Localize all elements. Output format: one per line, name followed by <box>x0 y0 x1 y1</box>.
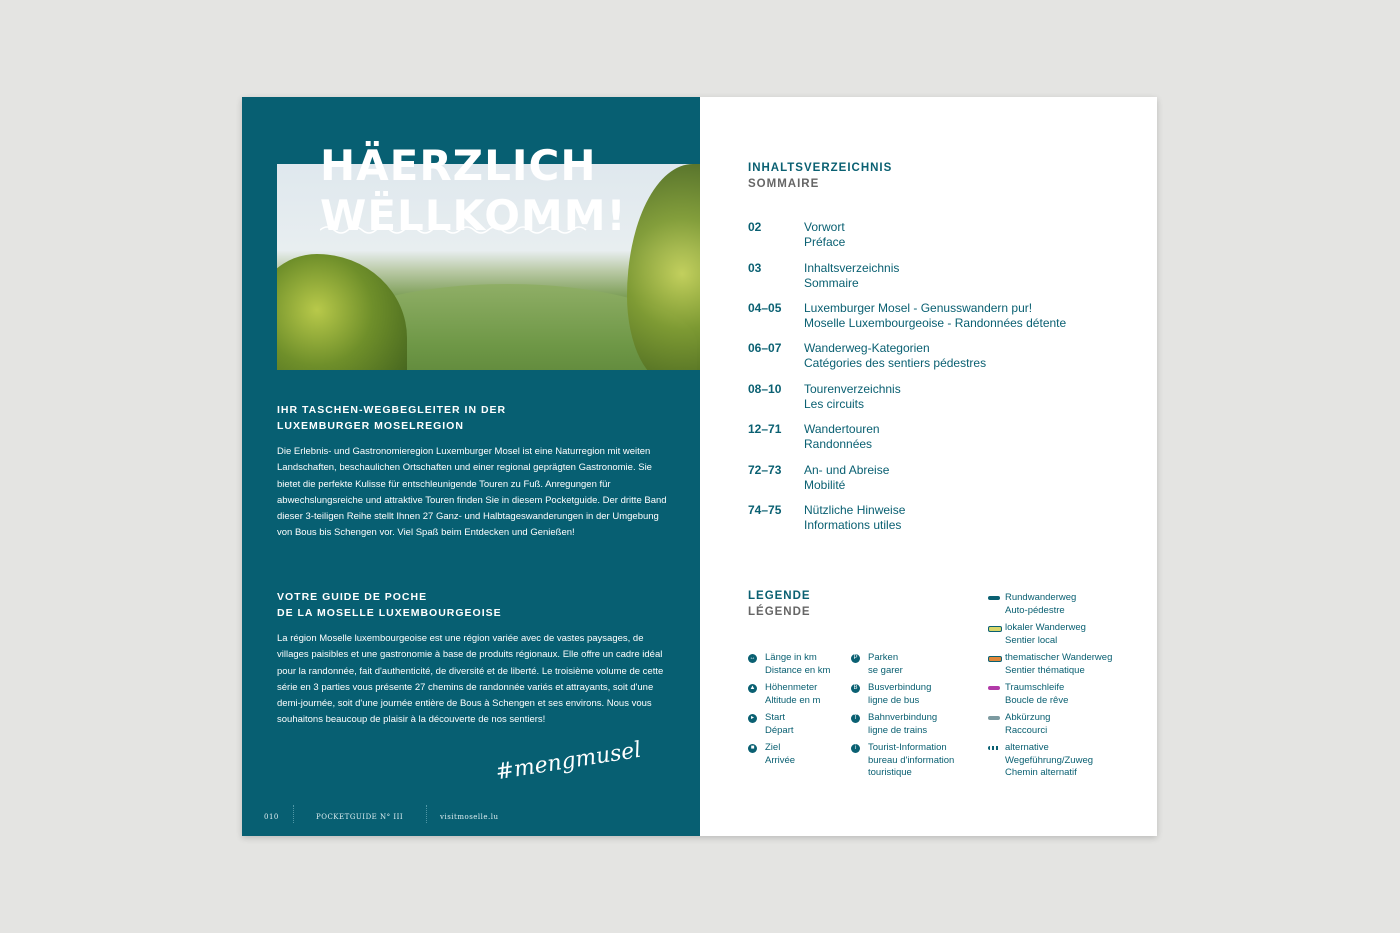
wave-underline <box>320 224 590 236</box>
toc-title-fr: Moselle Luxembourgeoise - Randonnées détente <box>804 316 1067 330</box>
toc-page-number: 03 <box>748 261 762 275</box>
mountain-icon: ▲ <box>749 685 756 691</box>
legend-label-fr: Boucle de rêve <box>1005 694 1069 706</box>
fr-heading-line-1: VOTRE GUIDE DE POCHE <box>277 591 428 603</box>
bus-icon: B <box>851 684 860 693</box>
legend-label-fr: Sentier local <box>1005 634 1058 646</box>
de-heading <box>277 402 506 434</box>
toc-heading-de: INHALTSVERZEICHNIS <box>748 162 893 174</box>
info-icon: i <box>851 744 860 753</box>
toc-title-fr: Randonnées <box>804 437 873 451</box>
legend-label-fr: se garer <box>868 664 903 676</box>
legend-label-de: Start <box>765 712 786 723</box>
legend-label-fr: Distance en km <box>765 664 831 676</box>
footer-divider <box>426 805 427 823</box>
legend-label-fr: ligne de trains <box>868 724 928 736</box>
brochure-spread <box>242 97 1157 836</box>
toc-title-de: Nützliche Hinweise <box>804 503 906 517</box>
legend-label-fr: Raccourci <box>1005 724 1048 736</box>
vines-left-shape <box>277 254 407 370</box>
toc-heading-fr: SOMMAIRE <box>748 178 820 190</box>
route-line-icon <box>988 716 1000 720</box>
legend-label-fr: touristique <box>868 767 912 778</box>
left-page <box>242 97 700 836</box>
toc-page-number: 72–73 <box>748 463 782 477</box>
right-page <box>700 97 1157 836</box>
toc-title-fr: Les circuits <box>804 397 865 411</box>
legend-heading <box>748 588 811 620</box>
legend-label-fr: Arrivée <box>765 754 796 766</box>
legend-label-de: Abkürzung <box>1005 712 1051 723</box>
legend-label-de: Höhenmeter <box>765 682 818 693</box>
legend-heading-fr: LÉGENDE <box>748 606 811 618</box>
vines-right-shape <box>627 164 700 370</box>
toc-title-de: Wandertouren <box>804 422 880 436</box>
toc-page-number: 06–07 <box>748 341 782 355</box>
train-icon: T <box>851 714 860 723</box>
dotted-route-line-icon <box>988 746 1000 750</box>
fr-heading <box>277 589 502 621</box>
legend-label-de: Tourist-Information <box>868 742 947 753</box>
legend-label-de: Parken <box>868 652 899 663</box>
title-line-1: HÄERZLICH <box>320 141 597 190</box>
legend-label-de: alternative <box>1005 742 1049 753</box>
legend-label-de: Traumschleife <box>1005 682 1065 693</box>
legend-label-fr: Altitude en m <box>765 694 821 706</box>
fr-heading-line-2: DE LA MOSELLE LUXEMBOURGEOISE <box>277 607 502 619</box>
toc-title-de: Wanderweg-Kategorien <box>804 341 930 355</box>
de-heading-line-2: LUXEMBURGER MOSELREGION <box>277 420 464 432</box>
toc-title-fr: Sommaire <box>804 276 859 290</box>
legend-label-de: Wegeführung/Zuweg <box>1005 754 1094 766</box>
toc-title-de: Tourenverzeichnis <box>804 382 901 396</box>
title-line-2: WËLLKOMM! <box>320 191 627 240</box>
route-line-icon <box>988 626 1002 632</box>
toc-title-fr: Préface <box>804 235 846 249</box>
legend-label-de: thematischer Wanderweg <box>1005 652 1113 663</box>
footer-url[interactable]: visitmoselle.lu <box>440 813 499 821</box>
parking-icon: P <box>851 654 860 663</box>
legend-label-fr: Sentier thématique <box>1005 664 1085 676</box>
toc-heading <box>748 160 892 192</box>
de-heading-line-1: IHR TASCHEN-WEGBEGLEITER IN DER <box>277 404 507 416</box>
toc-page-number: 08–10 <box>748 382 782 396</box>
legend-label-fr: bureau d'information <box>868 754 955 766</box>
finish-flag-icon: ■ <box>748 744 757 753</box>
start-flag-icon: ▸ <box>748 714 757 723</box>
legend-heading-de: LEGENDE <box>748 590 811 602</box>
footer-divider <box>293 805 294 823</box>
ruler-icon: ↔ <box>749 655 756 661</box>
hashtag: #mengmusel <box>493 737 644 786</box>
toc-page-number: 02 <box>748 220 762 234</box>
legend-label-de: lokaler Wanderweg <box>1005 622 1086 633</box>
legend-label-fr: Départ <box>765 724 794 736</box>
toc-title-fr: Informations utiles <box>804 518 902 532</box>
page-number: 010 <box>264 813 279 821</box>
toc-page-number: 74–75 <box>748 503 782 517</box>
toc-title-de: Luxemburger Mosel - Genusswandern pur! <box>804 301 1033 315</box>
legend-label-de: Rundwanderweg <box>1005 592 1077 603</box>
legend-label-de: Bahnverbindung <box>868 712 938 723</box>
toc-page-number: 04–05 <box>748 301 782 315</box>
toc-title-fr: Catégories des sentiers pédestres <box>804 356 987 370</box>
toc-page-number: 12–71 <box>748 422 782 436</box>
toc-title-de: Inhaltsverzeichnis <box>804 261 900 275</box>
legend-label-fr: Chemin alternatif <box>1005 767 1077 778</box>
route-line-icon <box>988 656 1002 662</box>
legend-label-de: Busverbindung <box>868 682 932 693</box>
toc-title-fr: Mobilité <box>804 478 846 492</box>
route-line-icon <box>988 596 1000 600</box>
route-line-icon <box>988 686 1000 690</box>
legend-label-de: Ziel <box>765 742 781 753</box>
toc-title-de: An- und Abreise <box>804 463 890 477</box>
fr-paragraph: La région Moselle luxembourgeoise est une région variée avec de vastes paysages, de villages paisibles et une gastronomie à base de produits régionaux. Elle offre un cadre idéal pour la randonnée, fait d'authenticité, de diversité et de liberté. Le troisième volume de cette série en 3 parties vous présente 27 chemins de randonnée variés et attrayants, soit d'une demi-journée, soit d'une journée entière de Bous à Schengen et ses environs. Nous vous souhaitons beaucoup de plaisir à la découverte de nos sentiers! <box>277 633 664 726</box>
legend-label-de: Länge in km <box>765 652 817 663</box>
legend-label-fr: Auto-pédestre <box>1005 604 1065 616</box>
toc-title-de: Vorwort <box>804 220 845 234</box>
footer-guide-title: POCKETGUIDE N° III <box>316 813 404 821</box>
legend-label-fr: ligne de bus <box>868 694 920 706</box>
de-paragraph: Die Erlebnis- und Gastronomieregion Luxemburger Mosel ist eine Naturregion mit weiten Landschaften, beschaulichen Ortschaften und einer regional geprägten Gastronomie. Sie bietet die perfekte Kulisse für entschleunigende Touren zu Fuß. Anregungen für abwechslungsreiche und attraktive Touren finden Sie in diesem Pocketguide. Der dritte Band dieser 3-teiligen Reihe stellt Ihnen 27 Ganz- und Halbtageswanderungen in der Umgebung von Bous bis Schengen vor. Viel Spaß beim Entdecken und Genießen! <box>277 446 667 539</box>
